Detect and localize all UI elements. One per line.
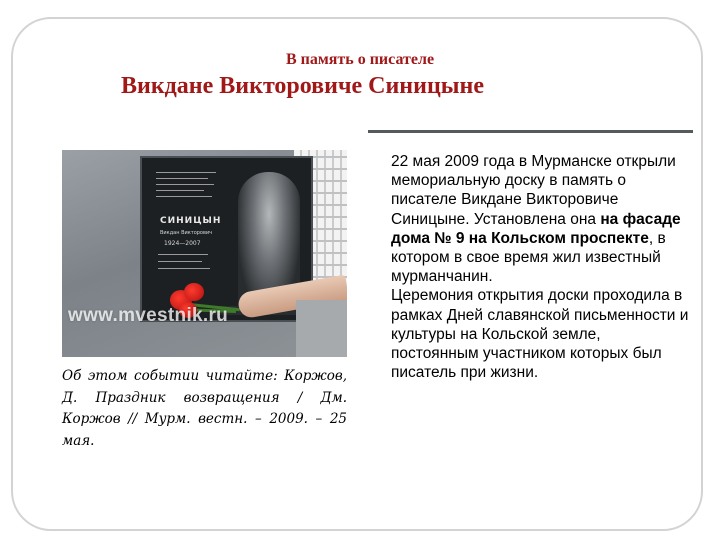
plaque-text-line bbox=[156, 184, 214, 185]
article-p1-pre: 22 мая 2009 года в Мурманске открыли мемориальную доску в память о писателе Викдане Викторовиче Синицыне. Установлена она bbox=[391, 153, 676, 228]
article-p1-post: , в котором в свое время жил известный мурманчанин. bbox=[391, 229, 666, 286]
plaque-text-line bbox=[156, 178, 208, 179]
memorial-plaque-photo bbox=[62, 150, 347, 357]
heading-title: Викдане Викторовиче Синицыне bbox=[121, 73, 485, 99]
divider-rule bbox=[368, 130, 693, 133]
article-p2: Церемония открытия доски проходила в рамках Дней славянской письменности и культуры на Кольской земле, постоянным участником которых был писатель при жизни. bbox=[391, 287, 689, 382]
red-carnation-flower bbox=[184, 283, 204, 301]
plaque-text-line bbox=[156, 190, 204, 191]
plaque-years: 1924—2007 bbox=[164, 240, 201, 247]
plaque-text-line bbox=[156, 172, 216, 173]
article-p1-bold: на фасаде дома № 9 на Кольском проспекте bbox=[391, 210, 681, 247]
watermark-text: www.mvestnik.ru bbox=[68, 305, 229, 326]
plaque-text-line bbox=[158, 268, 210, 269]
plaque-text-line bbox=[158, 254, 208, 255]
plaque-text-line bbox=[156, 196, 212, 197]
article-text bbox=[391, 152, 691, 382]
source-caption: Об этом событии читайте: Коржов, Д. Праздник возвращения / Дм. Коржов // Мурм. вестн. – 2009. – 25 мая. bbox=[62, 368, 347, 449]
heading-kicker: В память о писателе bbox=[285, 51, 435, 68]
plaque-subname: Викдан Викторович bbox=[160, 230, 213, 236]
plaque-name: СИНИЦЫН bbox=[160, 216, 222, 226]
wall-pipe bbox=[296, 300, 347, 357]
plaque-text-line bbox=[158, 261, 202, 262]
